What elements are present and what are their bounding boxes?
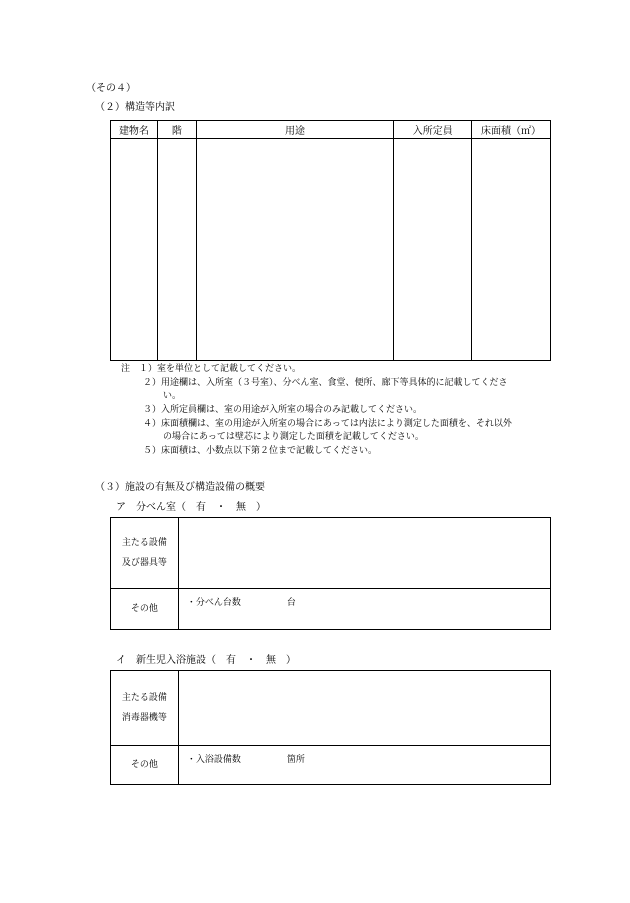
structure-table-header — [111, 121, 551, 139]
section2-title: （２）構造等内訳 — [95, 102, 175, 113]
equipment-value-cell[interactable] — [178, 518, 550, 589]
bath-count-cell[interactable] — [178, 746, 550, 785]
note-2 — [143, 378, 508, 389]
bath-equipment-label-line1: 主たる設備 — [121, 693, 167, 703]
cell-building-name[interactable] — [111, 139, 158, 361]
delivery-count-unit: 台 — [286, 598, 296, 608]
note-5-num: ５） — [143, 446, 162, 456]
bath-count-label: ・入浴設備数 — [186, 755, 241, 765]
delivery-room-other-row — [111, 589, 551, 630]
bath-other-label: その他 — [111, 746, 179, 785]
bath-equipment-value-cell[interactable] — [178, 671, 550, 746]
col-floor: 階 — [157, 121, 196, 139]
delivery-room-equipment-row — [111, 518, 551, 589]
delivery-room-table — [110, 517, 551, 630]
note-3-text: 入所定員欄は、室の用途が入所室の場合のみ記載してください。 — [161, 405, 423, 415]
equipment-label-line2: 及び器具等 — [121, 558, 167, 568]
cell-floor[interactable] — [157, 139, 196, 361]
col-building-name: 建物名 — [111, 121, 158, 139]
note-4-cont: の場合にあっては壁芯により測定した面積を記載してください。 — [163, 432, 424, 442]
newborn-bath-title: イ 新生児入浴施設（ 有 ・ 無 ） — [116, 655, 296, 666]
cell-capacity[interactable] — [394, 139, 472, 361]
col-usage: 用途 — [196, 121, 393, 139]
newborn-bath-table — [110, 670, 551, 785]
note-5-text: 床面積は、小数点以下第２位まで記載してください。 — [161, 446, 378, 456]
note-1 — [121, 364, 301, 375]
bath-equipment-label — [111, 671, 179, 746]
note-1-num: 注 １） — [121, 364, 158, 374]
col-floor-area: 床面積（㎡） — [472, 121, 551, 139]
structure-table — [110, 120, 551, 361]
cell-usage[interactable] — [196, 139, 393, 361]
equipment-label-line1: 主たる設備 — [121, 538, 167, 548]
note-4-text: 床面積欄は、室の用途が入所室の場合にあっては内法により測定した面積を、それ以外 — [161, 419, 512, 429]
delivery-count-cell[interactable] — [178, 589, 550, 630]
newborn-bath-equipment-row — [111, 671, 551, 746]
part-label: （その４） — [86, 83, 136, 94]
note-3-num: ３） — [143, 405, 162, 415]
note-5 — [143, 446, 377, 457]
note-2-num: ２） — [143, 378, 162, 388]
newborn-bath-other-row — [111, 746, 551, 785]
note-4 — [143, 419, 512, 430]
bath-count-unit: 箇所 — [286, 755, 305, 765]
note-4-num: ４） — [143, 419, 162, 429]
note-2-cont: い。 — [163, 391, 182, 401]
bath-equipment-label-line2: 消毒器機等 — [121, 713, 167, 723]
equipment-label — [111, 518, 179, 589]
structure-table-body-row — [111, 139, 551, 361]
section3-title: （３）施設の有無及び構造設備の概要 — [95, 482, 265, 493]
note-3 — [143, 405, 422, 416]
delivery-count-label: ・分べん台数 — [186, 598, 241, 608]
note-2-text: 用途欄は、入所室（３号室）、分べん室、食堂、便所、廊下等具体的に記載してくださ — [161, 378, 508, 388]
note-1-text: 室を単位として記載してください。 — [157, 364, 302, 374]
col-capacity: 入所定員 — [394, 121, 472, 139]
delivery-room-title: ア 分べん室（ 有 ・ 無 ） — [116, 502, 266, 513]
cell-floor-area[interactable] — [472, 139, 551, 361]
other-label: その他 — [111, 589, 179, 630]
